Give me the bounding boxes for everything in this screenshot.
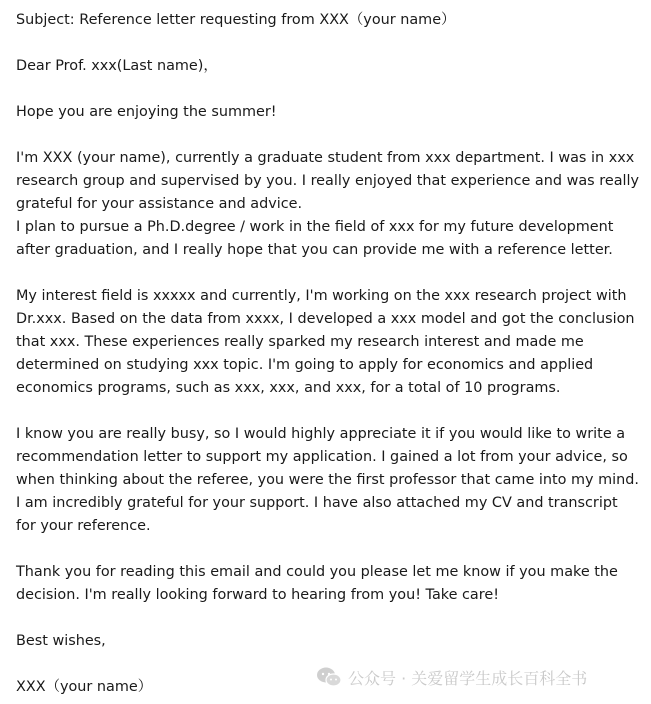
email-closing: Best wishes, [16,633,106,649]
email-opening: Hope you are enjoying the summer! [16,104,277,120]
email-signature: XXX（your name） [16,679,153,695]
watermark-text: 公众号 · 关爱留学生成长百科全书 [348,668,588,688]
wechat-icon [316,666,342,688]
email-greeting: Dear Prof. xxx(Last name)， [16,58,218,74]
email-paragraph-2: My interest field is xxxxx and currently, I'm working on the xxx research project with Dr.xxx. Based on the data from xxxx, I developed a xxx model and got the conclusion that xxx. These experiences really sparked my research interest and made me determined on studying xxx topic. I'm going to apply for economics and applied economics programs, such as xxx, xxx, and xxx, for a total of 10 programs. [16,288,635,396]
email-paragraph-1: I'm XXX (your name), currently a graduate student from xxx department. I was in xxx research group and supervised by you. I really enjoyed that experience and was really grateful for your assistance and advice. [16,150,640,212]
email-body [16,9,640,699]
email-paragraph-1b: I plan to pursue a Ph.D.degree / work in the field of xxx for my future development after graduation, and I really hope that you can provide me with a reference letter. [16,219,614,258]
email-subject: Subject: Reference letter requesting from XXX（your name） [16,12,456,28]
email-paragraph-4: Thank you for reading this email and could you please let me know if you make the decision. I'm really looking forward to hearing from you! Take care! [16,564,618,603]
watermark [316,665,587,689]
email-paragraph-3: I know you are really busy, so I would highly appreciate it if you would like to write a recommendation letter to support my application. I gained a lot from your advice, so when thinking about the referee, you were the first professor that came into my mind. I am incredibly grateful for your support. I have also attached my CV and transcript for your reference. [16,426,639,534]
